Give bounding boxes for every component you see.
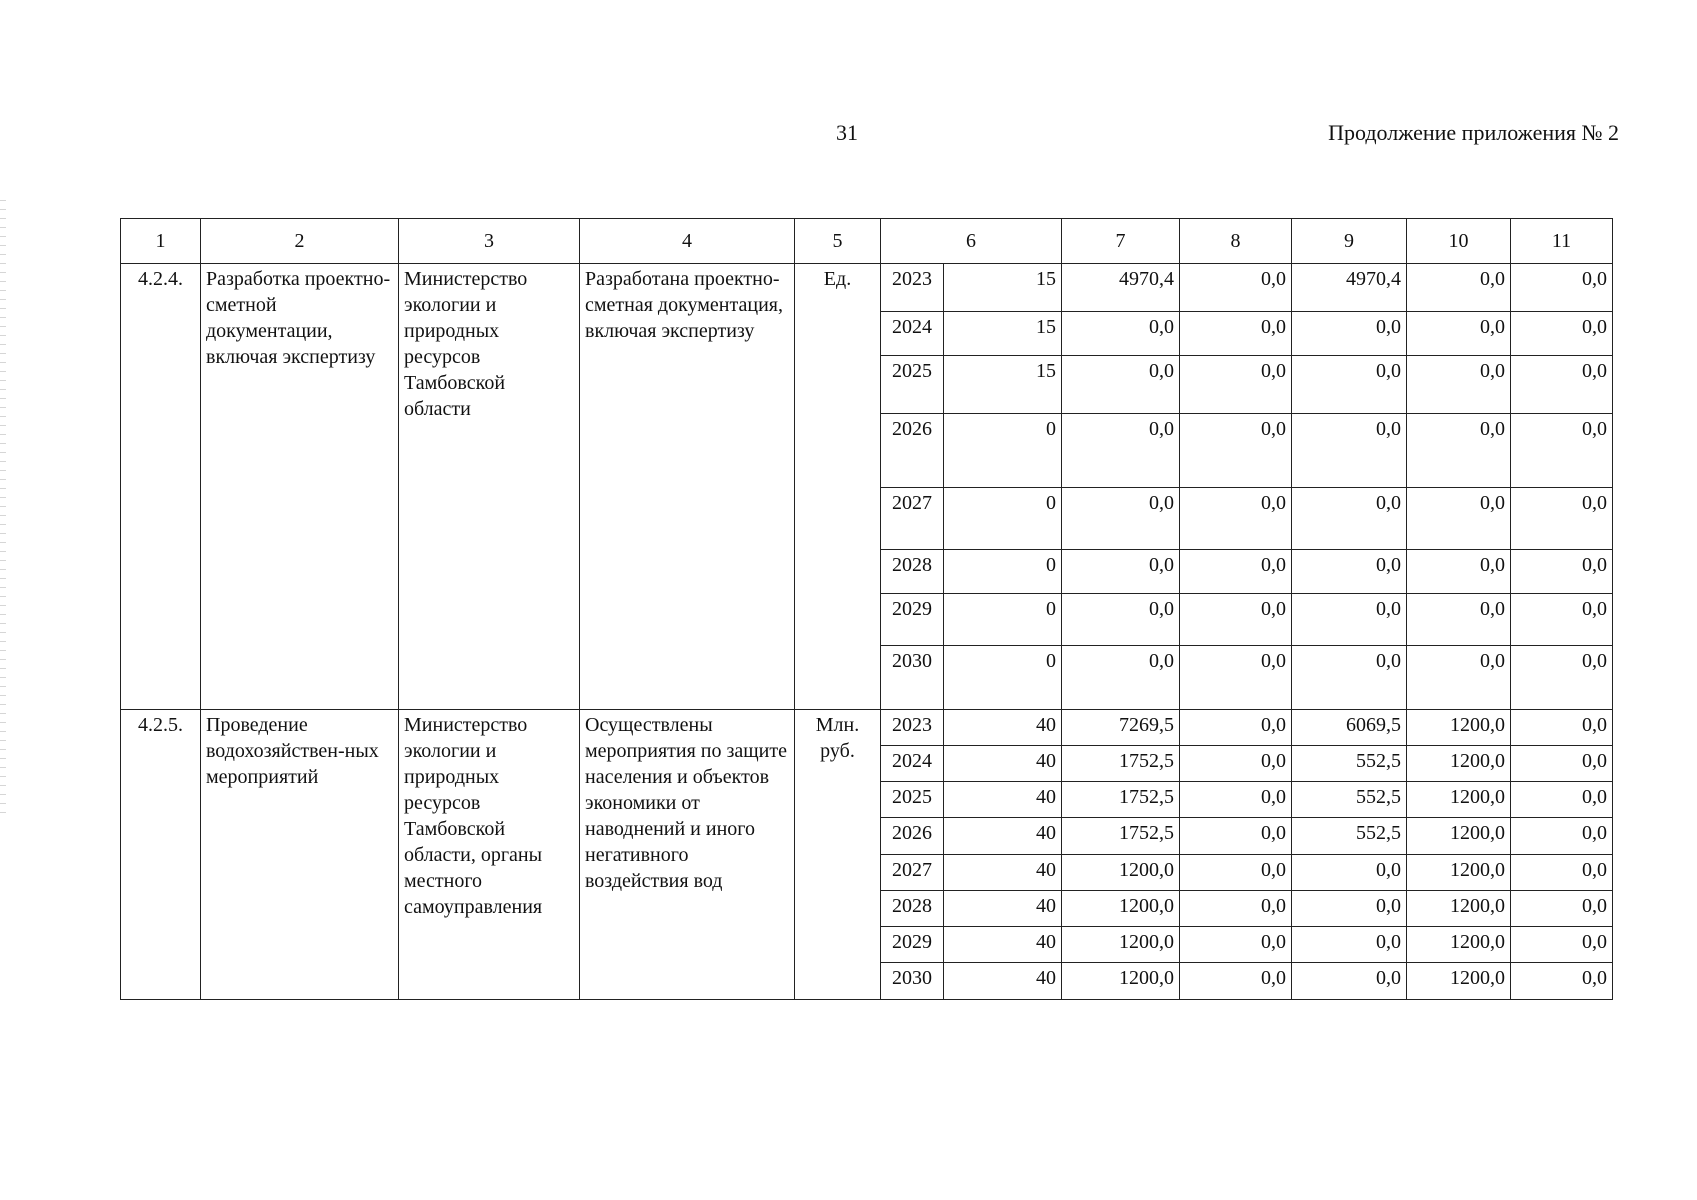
item-name-cell: Разработка проектно-сметной документации, включая экспертизу	[201, 264, 399, 710]
appendix-note: Продолжение приложения № 2	[1328, 120, 1619, 145]
year-cell: 2024	[881, 312, 944, 356]
col8-cell: 0,0	[1180, 414, 1292, 488]
col8-cell: 0,0	[1180, 710, 1292, 746]
col9-cell: 0,0	[1292, 855, 1407, 891]
col9-cell: 0,0	[1292, 488, 1407, 550]
indicator-value-cell: 0	[944, 488, 1062, 550]
col10-cell: 1200,0	[1407, 891, 1511, 927]
col10-cell: 0,0	[1407, 550, 1511, 594]
year-cell: 2029	[881, 594, 944, 646]
col8-cell: 0,0	[1180, 646, 1292, 710]
item-code-cell: 4.2.4.	[121, 264, 201, 710]
col10-cell: 1200,0	[1407, 855, 1511, 891]
col10-cell: 0,0	[1407, 646, 1511, 710]
col9-cell: 4970,4	[1292, 264, 1407, 312]
year-cell: 2028	[881, 550, 944, 594]
col9-cell: 0,0	[1292, 550, 1407, 594]
indicator-value-cell: 15	[944, 264, 1062, 312]
indicator-value-cell: 40	[944, 855, 1062, 891]
item-code-cell: 4.2.5.	[121, 710, 201, 1000]
col7-cell: 0,0	[1062, 356, 1180, 414]
col10-cell: 1200,0	[1407, 710, 1511, 746]
year-cell: 2026	[881, 414, 944, 488]
col8-cell: 0,0	[1180, 891, 1292, 927]
year-cell: 2025	[881, 356, 944, 414]
indicator-value-cell: 40	[944, 891, 1062, 927]
indicator-value-cell: 40	[944, 746, 1062, 782]
col11-cell: 0,0	[1511, 414, 1613, 488]
col7-cell: 4970,4	[1062, 264, 1180, 312]
col11-cell: 0,0	[1511, 782, 1613, 818]
header-cell: 5	[795, 219, 881, 264]
col7-cell: 0,0	[1062, 414, 1180, 488]
col11-cell: 0,0	[1511, 927, 1613, 963]
col8-cell: 0,0	[1180, 855, 1292, 891]
col11-cell: 0,0	[1511, 818, 1613, 855]
col8-cell: 0,0	[1180, 963, 1292, 1000]
header-cell: 3	[399, 219, 580, 264]
col9-cell: 0,0	[1292, 594, 1407, 646]
col9-cell: 0,0	[1292, 356, 1407, 414]
col10-cell: 0,0	[1407, 488, 1511, 550]
col7-cell: 1200,0	[1062, 927, 1180, 963]
header-cell: 2	[201, 219, 399, 264]
indicator-value-cell: 0	[944, 550, 1062, 594]
col7-cell: 0,0	[1062, 488, 1180, 550]
col11-cell: 0,0	[1511, 746, 1613, 782]
header-cell: 6	[881, 219, 1062, 264]
unit-cell: Млн. руб.	[795, 710, 881, 1000]
year-cell: 2028	[881, 891, 944, 927]
col8-cell: 0,0	[1180, 594, 1292, 646]
result-cell: Разработана проектно-сметная документация, включая экспертизу	[580, 264, 795, 710]
col8-cell: 0,0	[1180, 312, 1292, 356]
unit-cell: Ед.	[795, 264, 881, 710]
table-row	[121, 710, 1613, 746]
col10-cell: 0,0	[1407, 356, 1511, 414]
indicator-value-cell: 40	[944, 927, 1062, 963]
header-cell: 4	[580, 219, 795, 264]
indicator-value-cell: 40	[944, 710, 1062, 746]
col9-cell: 552,5	[1292, 746, 1407, 782]
col8-cell: 0,0	[1180, 264, 1292, 312]
col9-cell: 0,0	[1292, 646, 1407, 710]
col11-cell: 0,0	[1511, 855, 1613, 891]
col11-cell: 0,0	[1511, 891, 1613, 927]
col8-cell: 0,0	[1180, 927, 1292, 963]
col8-cell: 0,0	[1180, 746, 1292, 782]
col10-cell: 0,0	[1407, 312, 1511, 356]
col11-cell: 0,0	[1511, 264, 1613, 312]
col7-cell: 1752,5	[1062, 782, 1180, 818]
indicator-value-cell: 15	[944, 312, 1062, 356]
col7-cell: 0,0	[1062, 312, 1180, 356]
col11-cell: 0,0	[1511, 312, 1613, 356]
col9-cell: 6069,5	[1292, 710, 1407, 746]
col7-cell: 0,0	[1062, 646, 1180, 710]
page-number: 31	[836, 120, 858, 145]
item-name-cell: Проведение водохозяйствен-ных мероприятий	[201, 710, 399, 1000]
col10-cell: 0,0	[1407, 264, 1511, 312]
col8-cell: 0,0	[1180, 488, 1292, 550]
indicator-value-cell: 15	[944, 356, 1062, 414]
col9-cell: 0,0	[1292, 927, 1407, 963]
col7-cell: 1200,0	[1062, 891, 1180, 927]
year-cell: 2026	[881, 818, 944, 855]
col11-cell: 0,0	[1511, 594, 1613, 646]
col11-cell: 0,0	[1511, 963, 1613, 1000]
col11-cell: 0,0	[1511, 488, 1613, 550]
col8-cell: 0,0	[1180, 356, 1292, 414]
col8-cell: 0,0	[1180, 782, 1292, 818]
col10-cell: 1200,0	[1407, 927, 1511, 963]
year-cell: 2030	[881, 963, 944, 1000]
col11-cell: 0,0	[1511, 646, 1613, 710]
col11-cell: 0,0	[1511, 710, 1613, 746]
col10-cell: 1200,0	[1407, 746, 1511, 782]
year-cell: 2023	[881, 264, 944, 312]
col7-cell: 1200,0	[1062, 963, 1180, 1000]
year-cell: 2029	[881, 927, 944, 963]
indicator-value-cell: 0	[944, 646, 1062, 710]
col8-cell: 0,0	[1180, 550, 1292, 594]
indicator-value-cell: 0	[944, 414, 1062, 488]
header-row	[121, 219, 1613, 264]
col9-cell: 0,0	[1292, 312, 1407, 356]
indicator-value-cell: 0	[944, 594, 1062, 646]
indicator-value-cell: 40	[944, 963, 1062, 1000]
data-table	[120, 218, 1613, 1000]
col10-cell: 0,0	[1407, 594, 1511, 646]
col9-cell: 552,5	[1292, 818, 1407, 855]
col7-cell: 0,0	[1062, 550, 1180, 594]
header-cell: 9	[1292, 219, 1407, 264]
year-cell: 2030	[881, 646, 944, 710]
header-cell: 10	[1407, 219, 1511, 264]
header-cell: 11	[1511, 219, 1613, 264]
col10-cell: 1200,0	[1407, 818, 1511, 855]
year-cell: 2023	[881, 710, 944, 746]
col7-cell: 1752,5	[1062, 746, 1180, 782]
header-cell: 7	[1062, 219, 1180, 264]
scan-edge-marks	[0, 200, 6, 820]
year-cell: 2027	[881, 488, 944, 550]
year-cell: 2024	[881, 746, 944, 782]
col11-cell: 0,0	[1511, 356, 1613, 414]
col10-cell: 1200,0	[1407, 782, 1511, 818]
col9-cell: 0,0	[1292, 414, 1407, 488]
indicator-value-cell: 40	[944, 818, 1062, 855]
year-cell: 2027	[881, 855, 944, 891]
col10-cell: 0,0	[1407, 414, 1511, 488]
col9-cell: 552,5	[1292, 782, 1407, 818]
result-cell: Осуществлены мероприятия по защите населения и объектов экономики от наводнений и иного негативного воздействия вод	[580, 710, 795, 1000]
col7-cell: 1752,5	[1062, 818, 1180, 855]
table-row	[121, 264, 1613, 312]
executor-cell: Министерство экологии и природных ресурсов Тамбовской области, органы местного самоуправления	[399, 710, 580, 1000]
col10-cell: 1200,0	[1407, 963, 1511, 1000]
col9-cell: 0,0	[1292, 963, 1407, 1000]
col8-cell: 0,0	[1180, 818, 1292, 855]
year-cell: 2025	[881, 782, 944, 818]
header-cell: 1	[121, 219, 201, 264]
executor-cell: Министерство экологии и природных ресурсов Тамбовской области	[399, 264, 580, 710]
col9-cell: 0,0	[1292, 891, 1407, 927]
col7-cell: 0,0	[1062, 594, 1180, 646]
col11-cell: 0,0	[1511, 550, 1613, 594]
col7-cell: 7269,5	[1062, 710, 1180, 746]
indicator-value-cell: 40	[944, 782, 1062, 818]
col7-cell: 1200,0	[1062, 855, 1180, 891]
header-cell: 8	[1180, 219, 1292, 264]
